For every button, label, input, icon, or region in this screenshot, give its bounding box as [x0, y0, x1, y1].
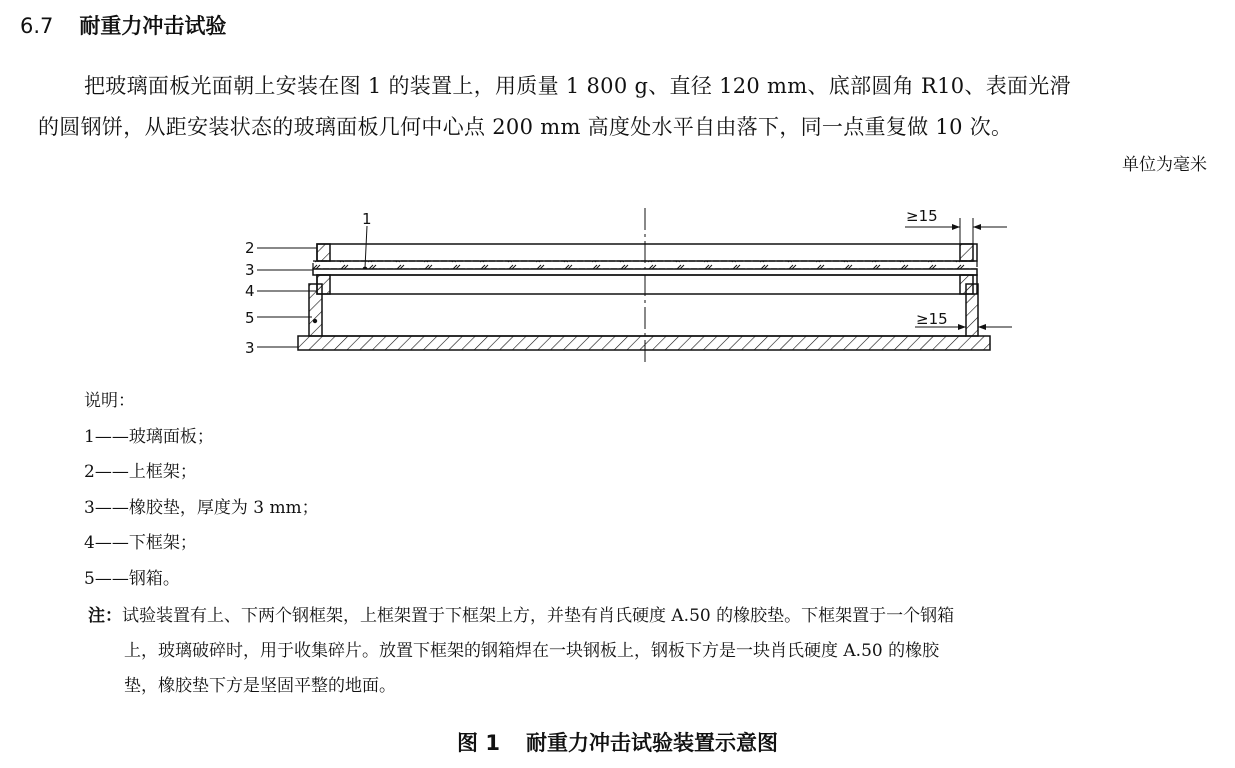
section-heading — [20, 10, 226, 40]
legend-item: 2——上框架； — [84, 462, 197, 482]
label-part-4: 4 — [245, 282, 255, 300]
section-number: 6.7 — [20, 14, 54, 38]
label-part-5: 5 — [245, 309, 255, 327]
label-part-3-bottom: 3 — [245, 339, 255, 357]
legend-item: 3——橡胶垫，厚度为 3 mm； — [84, 498, 319, 518]
legend-title: 说明： — [84, 391, 135, 411]
figure-title: 耐重力冲击试验装置示意图 — [525, 731, 778, 755]
upper-frame — [317, 244, 977, 261]
figure-number: 图 1 — [457, 731, 500, 755]
rubber-pad — [313, 269, 977, 275]
note-label: 注： — [88, 606, 122, 626]
steel-box-marker — [313, 319, 317, 323]
apparatus-diagram — [0, 200, 1235, 370]
upper-frame-left-section — [317, 244, 330, 261]
figure-caption — [0, 727, 1235, 757]
steel-box-right-wall — [966, 284, 978, 336]
dimension-bottom: ≥15 — [916, 310, 948, 328]
dimension-top: ≥15 — [906, 207, 938, 225]
paragraph-line-1: 把玻璃面板光面朝上安装在图 1 的装置上，用质量 1 800 g、直径 120 mm、底部圆角 R10、表面光滑 — [84, 74, 1071, 98]
legend-item: 1——玻璃面板； — [84, 427, 214, 447]
section-title: 耐重力冲击试验 — [79, 14, 227, 38]
note — [88, 599, 1213, 704]
upper-frame-right-section — [960, 244, 973, 261]
lower-frame — [317, 275, 977, 294]
legend-item: 5——钢箱。 — [84, 569, 180, 589]
legend-item: 4——下框架； — [84, 533, 197, 553]
label-part-1: 1 — [362, 210, 372, 228]
glass-panel — [313, 261, 977, 269]
paragraph-line-2: 的圆钢饼，从距安装状态的玻璃面板几何中心点 200 mm 高度处水平自由落下，同一点重复做 10 次。 — [38, 115, 1013, 139]
base-plate — [298, 336, 990, 350]
unit-note: 单位为毫米 — [1122, 155, 1207, 175]
label-part-3: 3 — [245, 261, 255, 279]
note-line-2: 上，玻璃破碎时，用于收集碎片。放置下框架的钢箱焊在一块钢板上，钢板下方是一块肖氏硬度 A.50 的橡胶 — [124, 641, 940, 661]
label-part-2: 2 — [245, 239, 255, 257]
note-line-1: 试验装置有上、下两个钢框架，上框架置于下框架上方，并垫有肖氏硬度 A.50 的橡胶垫。下框架置于一个钢箱 — [122, 606, 955, 626]
note-line-3: 垫，橡胶垫下方是坚固平整的地面。 — [124, 676, 396, 696]
steel-box-left-wall — [309, 284, 322, 336]
